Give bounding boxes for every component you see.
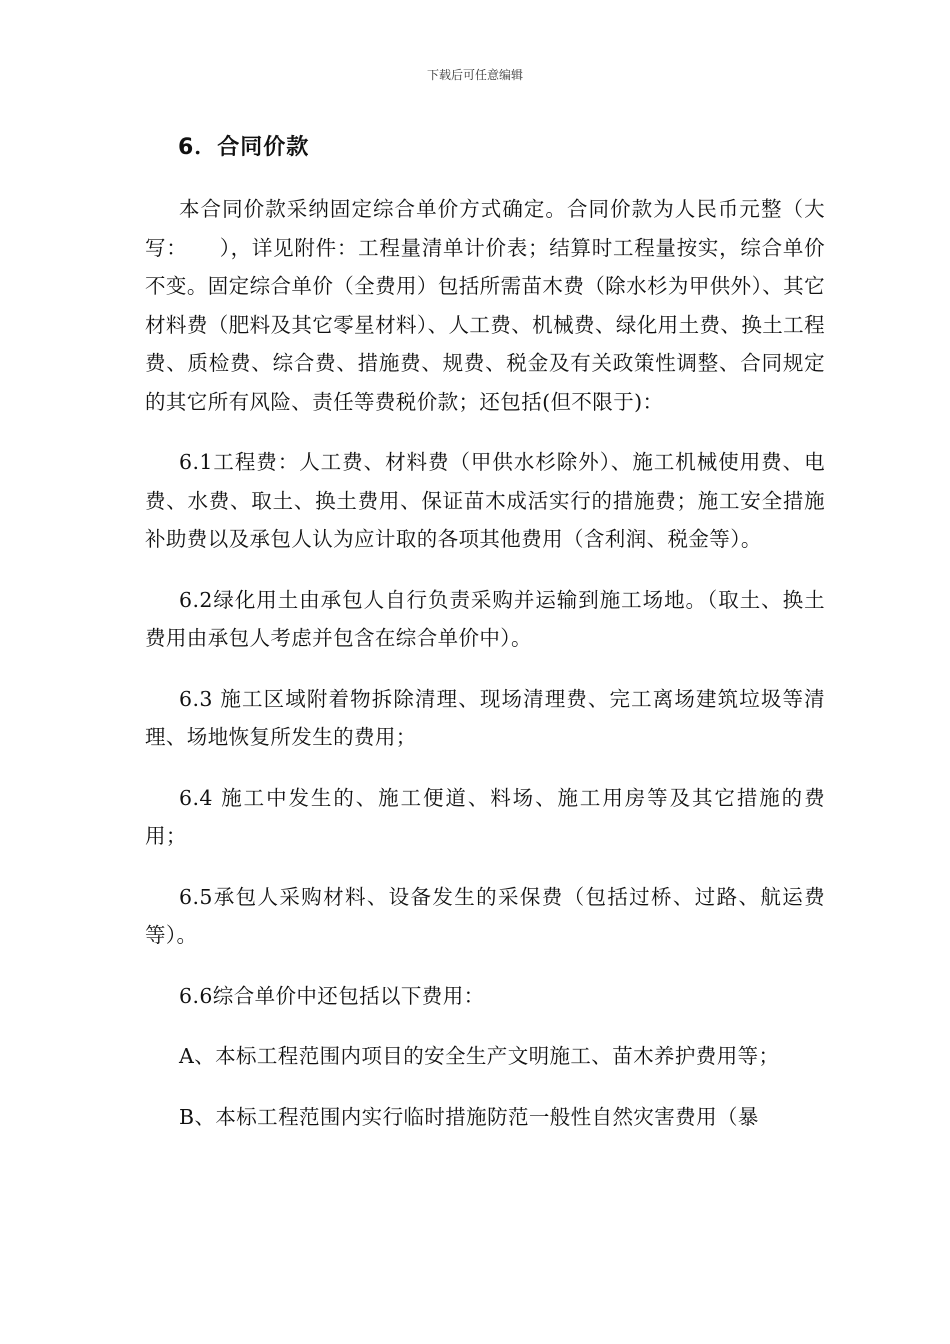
paragraph-6-3: 6.3 施工区域附着物拆除清理、现场清理费、完工离场建筑垃圾等清理、场地恢复所发生的费用； <box>145 686 825 749</box>
paragraph-item-b: B、本标工程范围内实行临时措施防范一般性自然灾害费用（暴 <box>179 1104 759 1129</box>
header-note: 下载后可任意编辑 <box>426 68 523 82</box>
paragraph-6-4: 6.4 施工中发生的、施工便道、料场、施工用房等及其它措施的费用； <box>145 785 825 848</box>
paragraph-6-1: 6.1工程费：人工费、材料费（甲供水杉除外）、施工机械使用费、电费、水费、取土、换土费用、保证苗木成活实行的措施费；施工安全措施补助费以及承包人认为应计取的各项其他费用（含利润、税金等）。 <box>145 450 825 551</box>
paragraph-item-a: A、本标工程范围内项目的安全生产文明施工、苗木养护费用等； <box>179 1044 780 1068</box>
paragraph-6-2: 6.2绿化用土由承包人自行负责采购并运输到施工场地。（取土、换土费用由承包人考虑并包含在综合单价中）。 <box>145 587 825 650</box>
paragraph-6-5: 6.5承包人采购材料、设备发生的采保费（包括过桥、过路、航运费等）。 <box>145 884 825 947</box>
paragraph-6-6: 6.6综合单价中还包括以下费用： <box>179 983 485 1008</box>
section-title: 6．合同价款 <box>178 135 310 160</box>
document-body <box>145 128 825 1158</box>
paragraph-intro: 本合同价款采纳固定综合单价方式确定。合同价款为人民币元整（大写： ），详见附件：工程量清单计价表；结算时工程量按实，综合单价不变。固定综合单价（全费用）包括所需苗木费（除水杉为甲供外）、其它材料费（肥料及其它零星材料）、人工费、机械费、绿化用土费、换土工程费、质检费、综合费、措施费、规费、税金及有关政策性调整、合同规定的其它所有风险、责任等费税价款；还包括(但不限于)： <box>145 197 825 414</box>
